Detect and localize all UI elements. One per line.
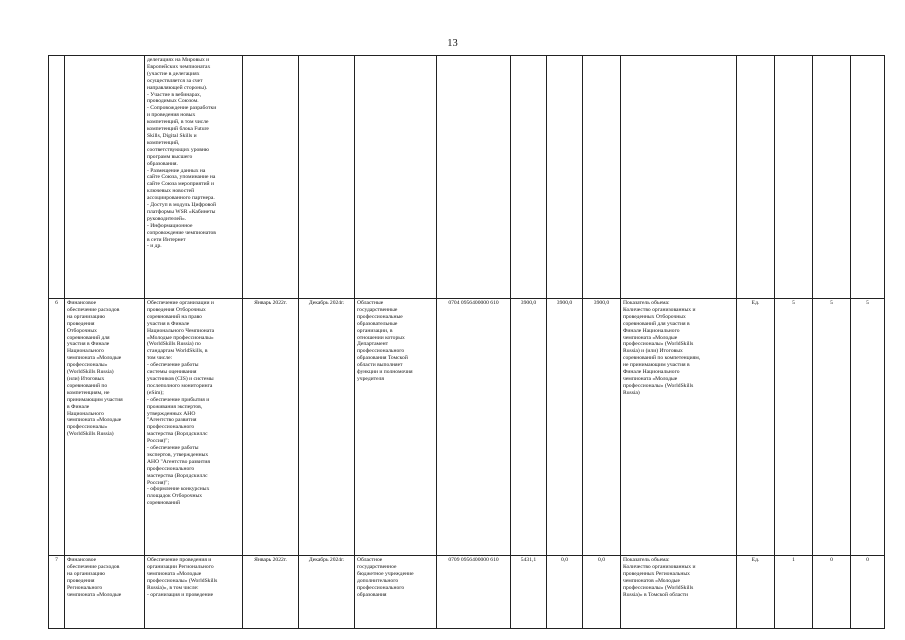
executor-line: профессиональные <box>357 313 403 320</box>
event-content-line: образования. <box>147 160 178 167</box>
executor-line: образовательные <box>357 320 398 327</box>
event-content-line: делегациях на Мировых и <box>147 57 210 63</box>
event-content-line: площадок Отборочных <box>147 493 203 500</box>
event-content-line: соревнований на право <box>147 313 202 320</box>
table-row <box>49 556 885 629</box>
event-name-line: чемпионата «Молодые <box>67 591 122 598</box>
end-date-cell: Декабрь 2024г. <box>299 556 355 629</box>
event-name-cell <box>65 299 145 556</box>
end-date-cell <box>299 56 355 299</box>
event-content-line: Национального Чемпионата <box>147 327 215 334</box>
executor-line: отношении которых <box>357 334 405 341</box>
event-content-line: послеполного мониторинга <box>147 382 213 389</box>
event-name-line: профессионалы» <box>67 362 108 369</box>
indicator-line: чемпионата «Молодые <box>623 375 678 382</box>
event-name-line: (или) Итоговых <box>67 375 105 382</box>
event-content-line: (eSim); <box>147 389 164 396</box>
target-2024-cell: 0 <box>851 556 885 629</box>
indicator-line: соревнований для участия в <box>623 320 690 327</box>
event-content-line: "Агентство развития <box>147 417 197 424</box>
event-name-line: обеспечение расходов <box>67 306 120 313</box>
event-content-line: организации Регионального <box>147 563 214 570</box>
event-content-line: сайте Союза мероприятий и <box>147 181 214 188</box>
funding-2022-cell <box>511 56 547 299</box>
event-content-line: профессионального <box>147 465 195 472</box>
indicator-line: Количество организованных и <box>623 306 696 313</box>
indicator-line: Russia) и (или) Итоговых <box>623 348 683 355</box>
event-content-line: «Молодые профессионалы» <box>147 334 214 341</box>
indicator-cell <box>621 299 737 556</box>
event-name-line: Финансовое <box>67 557 97 563</box>
indicator-line: Russia)» в Томской области <box>623 591 689 598</box>
target-2023-cell <box>813 56 851 299</box>
event-name-line: принимающим участия <box>67 396 123 403</box>
event-content-line: утвержденных АНО <box>147 410 196 417</box>
indicator-line: проведенных Отборочных <box>623 313 686 320</box>
funding-2024-cell: 3900,0 <box>583 299 621 556</box>
event-name-line: на организацию <box>67 313 106 320</box>
executor-line: Департамент <box>357 341 389 348</box>
event-content-line: Европейских чемпионатах <box>147 63 211 70</box>
executor-line: профессионального <box>357 348 405 355</box>
indicator-line: Показатель объема: <box>623 557 670 563</box>
target-2022-cell: 5 <box>775 299 813 556</box>
event-name-line: Национального <box>67 410 104 417</box>
event-content-line: Россия)"; <box>147 438 170 445</box>
event-content-line: платформы WSR «Кабинеты <box>147 208 216 215</box>
event-name-line: проведения <box>67 320 95 327</box>
executor-line: государственные <box>357 306 398 313</box>
executor-line: образования <box>357 591 387 598</box>
executor-line: бюджетное учреждение <box>357 570 414 577</box>
event-content-line: - Доступ в модуль Цифровой <box>147 202 217 209</box>
funding-2023-cell <box>547 56 583 299</box>
event-content-line: ключевых новостей <box>147 188 195 195</box>
indicator-line: проведенных Региональных <box>623 570 690 577</box>
funding-2024-cell <box>583 56 621 299</box>
start-date-cell: Январь 2022г. <box>243 556 299 629</box>
event-content-cell <box>145 556 243 629</box>
indicator-line: чемпионатов «Молодые <box>623 577 681 584</box>
event-content-line: в сети Интернет <box>147 236 186 243</box>
event-name-line: Регионального <box>67 584 103 591</box>
event-content-line: - и др. <box>147 243 162 250</box>
table-row <box>49 56 885 299</box>
event-content-line: том числе: <box>147 355 173 362</box>
event-content-line: Обеспечение проведения и <box>147 557 212 563</box>
funding-2022-cell: 5431,1 <box>511 556 547 629</box>
event-name-line: профессионалы» <box>67 424 108 431</box>
start-date-cell <box>243 56 299 299</box>
event-content-line: сайте Союза, упоминание на <box>147 174 216 181</box>
row-number-cell <box>49 56 65 299</box>
event-name-line: чемпионата «Молодые <box>67 355 122 362</box>
target-2023-cell: 0 <box>813 556 851 629</box>
event-content-line: АНО "Агентство развития <box>147 458 210 465</box>
event-content-line: руководителей». <box>147 215 187 222</box>
event-content-cell <box>145 56 243 299</box>
budget-code-cell <box>437 56 511 299</box>
event-name-line: чемпионата «Молодые <box>67 417 122 424</box>
event-name-line: участия в Финале <box>67 341 110 348</box>
indicator-cell <box>621 556 737 629</box>
executor-line: Областные <box>357 300 384 306</box>
indicator-line: Финале Национального <box>623 369 680 376</box>
unit-cell <box>737 56 775 299</box>
plan-table <box>48 55 885 629</box>
event-content-line: - организация и проведение <box>147 591 214 598</box>
event-content-line: (участие в делегациях <box>147 70 200 77</box>
funding-2023-cell: 0,0 <box>547 556 583 629</box>
executor-cell <box>355 556 437 629</box>
event-content-line: - обеспечение работы <box>147 362 199 369</box>
event-content-line: ассоциированного партнера. <box>147 195 215 202</box>
event-name-line: соревнований для <box>67 334 110 341</box>
target-2022-cell: 1 <box>775 556 813 629</box>
indicator-line: не принимающим участия в <box>623 362 690 369</box>
event-name-line: на организацию <box>67 570 106 577</box>
page-number: 13 <box>447 38 458 49</box>
target-2024-cell: 5 <box>851 299 885 556</box>
event-content-line: сопровождение чемпионатов <box>147 229 216 236</box>
event-name-line: проведения <box>67 577 95 584</box>
event-content-line: - обеспечение работы <box>147 445 199 452</box>
end-date-cell: Декабрь 2024г. <box>299 299 355 556</box>
indicator-line: профессионалы» (WorldSkills <box>623 382 694 389</box>
row-number-cell: 7 <box>49 556 65 629</box>
unit-cell: Ед. <box>737 299 775 556</box>
event-content-line: проведения Отборочных <box>147 306 206 313</box>
event-content-line: участия в Финале <box>147 320 190 327</box>
event-name-line: компетенциям, не <box>67 389 110 396</box>
event-content-line: - обеспечение прибытия и <box>147 396 210 403</box>
target-2024-cell <box>851 56 885 299</box>
event-content-line: мастерства (Ворлдскиллс <box>147 472 208 479</box>
event-name-line: Национального <box>67 348 104 355</box>
row-number-cell: 6 <box>49 299 65 556</box>
event-content-line: компетенций, <box>147 139 180 146</box>
event-name-cell <box>65 556 145 629</box>
executor-line: образования Томской <box>357 355 408 362</box>
event-content-line: Обеспечение организации и <box>147 300 214 306</box>
event-name-line: (WorldSkills Russia) <box>67 431 114 438</box>
event-name-line: (WorldSkills Russia) <box>67 369 114 376</box>
indicator-line: Количество организованных и <box>623 563 696 570</box>
event-content-line: - Размещение данных на <box>147 167 206 174</box>
indicator-line: чемпионата «Молодые <box>623 334 678 341</box>
event-content-line: (WorldSkills Russia) по <box>147 341 201 348</box>
event-content-line: - Участие в вебинарах, <box>147 91 202 98</box>
event-name-cell <box>65 56 145 299</box>
event-content-line: соответствующих уровню <box>147 146 210 153</box>
executor-line: Областное <box>357 557 383 563</box>
indicator-line: Финале Национального <box>623 327 680 334</box>
indicator-line: Показатель объема: <box>623 300 670 306</box>
event-content-line: участников (CIS) и системы <box>147 375 214 382</box>
event-content-line: - Информационное <box>147 222 193 229</box>
event-content-line: проживания экспертов, <box>147 403 203 410</box>
executor-line: организации, в <box>357 327 393 334</box>
event-content-line: чемпионата «Молодые <box>147 570 202 577</box>
event-name-line: в Финале <box>67 403 90 410</box>
event-content-line: направляющей стороны). <box>147 84 208 91</box>
event-content-line: компетенций, в том числе <box>147 119 209 126</box>
event-content-line: проводимых Союзом. <box>147 98 199 105</box>
indicator-line: профессионалы» (WorldSkills <box>623 584 694 591</box>
executor-line: учредителя <box>357 375 384 382</box>
event-content-line: осуществляется за счет <box>147 77 203 84</box>
unit-cell: Ед. <box>737 556 775 629</box>
target-2023-cell: 5 <box>813 299 851 556</box>
executor-line: государственное <box>357 563 397 570</box>
event-content-line: Russia)», в том числе: <box>147 584 199 591</box>
event-content-cell <box>145 299 243 556</box>
budget-code-cell: 0704 0956400000 610 <box>437 299 511 556</box>
indicator-line: профессионалы» (WorldSkills <box>623 341 694 348</box>
funding-2024-cell: 0,0 <box>583 556 621 629</box>
event-name-line: обеспечение расходов <box>67 563 120 570</box>
executor-line: профессионального <box>357 584 405 591</box>
funding-2022-cell: 3900,0 <box>511 299 547 556</box>
event-content-line: Skills, Digital Skills и <box>147 132 197 139</box>
executor-line: дополнительного <box>357 577 399 584</box>
start-date-cell: Январь 2022г. <box>243 299 299 556</box>
executor-cell <box>355 56 437 299</box>
event-content-line: экспертов, утвержденных <box>147 451 209 458</box>
budget-code-cell: 0709 0956400000 610 <box>437 556 511 629</box>
event-content-line: Россия)"; <box>147 479 170 486</box>
event-name-line: соревнований по <box>67 382 108 389</box>
executor-cell <box>355 299 437 556</box>
indicator-cell <box>621 56 737 299</box>
funding-2023-cell: 3900,0 <box>547 299 583 556</box>
executor-line: области выполняет <box>357 362 403 369</box>
event-content-line: - Сопровождение разработки <box>147 105 217 112</box>
event-name-line: Финансовое <box>67 300 97 306</box>
event-content-line: и проведения новых <box>147 112 196 119</box>
target-2022-cell <box>775 56 813 299</box>
event-content-line: компетенций блока Future <box>147 126 209 133</box>
executor-line: функции и полномочия <box>357 369 413 376</box>
event-content-line: соревнований <box>147 500 181 507</box>
event-content-line: мастерства (Ворлдскиллс <box>147 431 208 438</box>
table-row <box>49 299 885 556</box>
indicator-line: Russia) <box>623 389 640 396</box>
event-content-line: программ высшего <box>147 153 193 160</box>
event-name-line: Отборочных <box>67 327 97 334</box>
event-content-line: - оформление конкурсных <box>147 486 210 493</box>
indicator-line: соревнований по компетенциям, <box>623 355 701 362</box>
event-content-line: стандартам WorldSkills, в <box>147 348 208 355</box>
event-content-line: профессионального <box>147 424 195 431</box>
event-content-line: профессионалы» (WorldSkills <box>147 577 218 584</box>
event-content-line: системы оценивания <box>147 369 197 376</box>
